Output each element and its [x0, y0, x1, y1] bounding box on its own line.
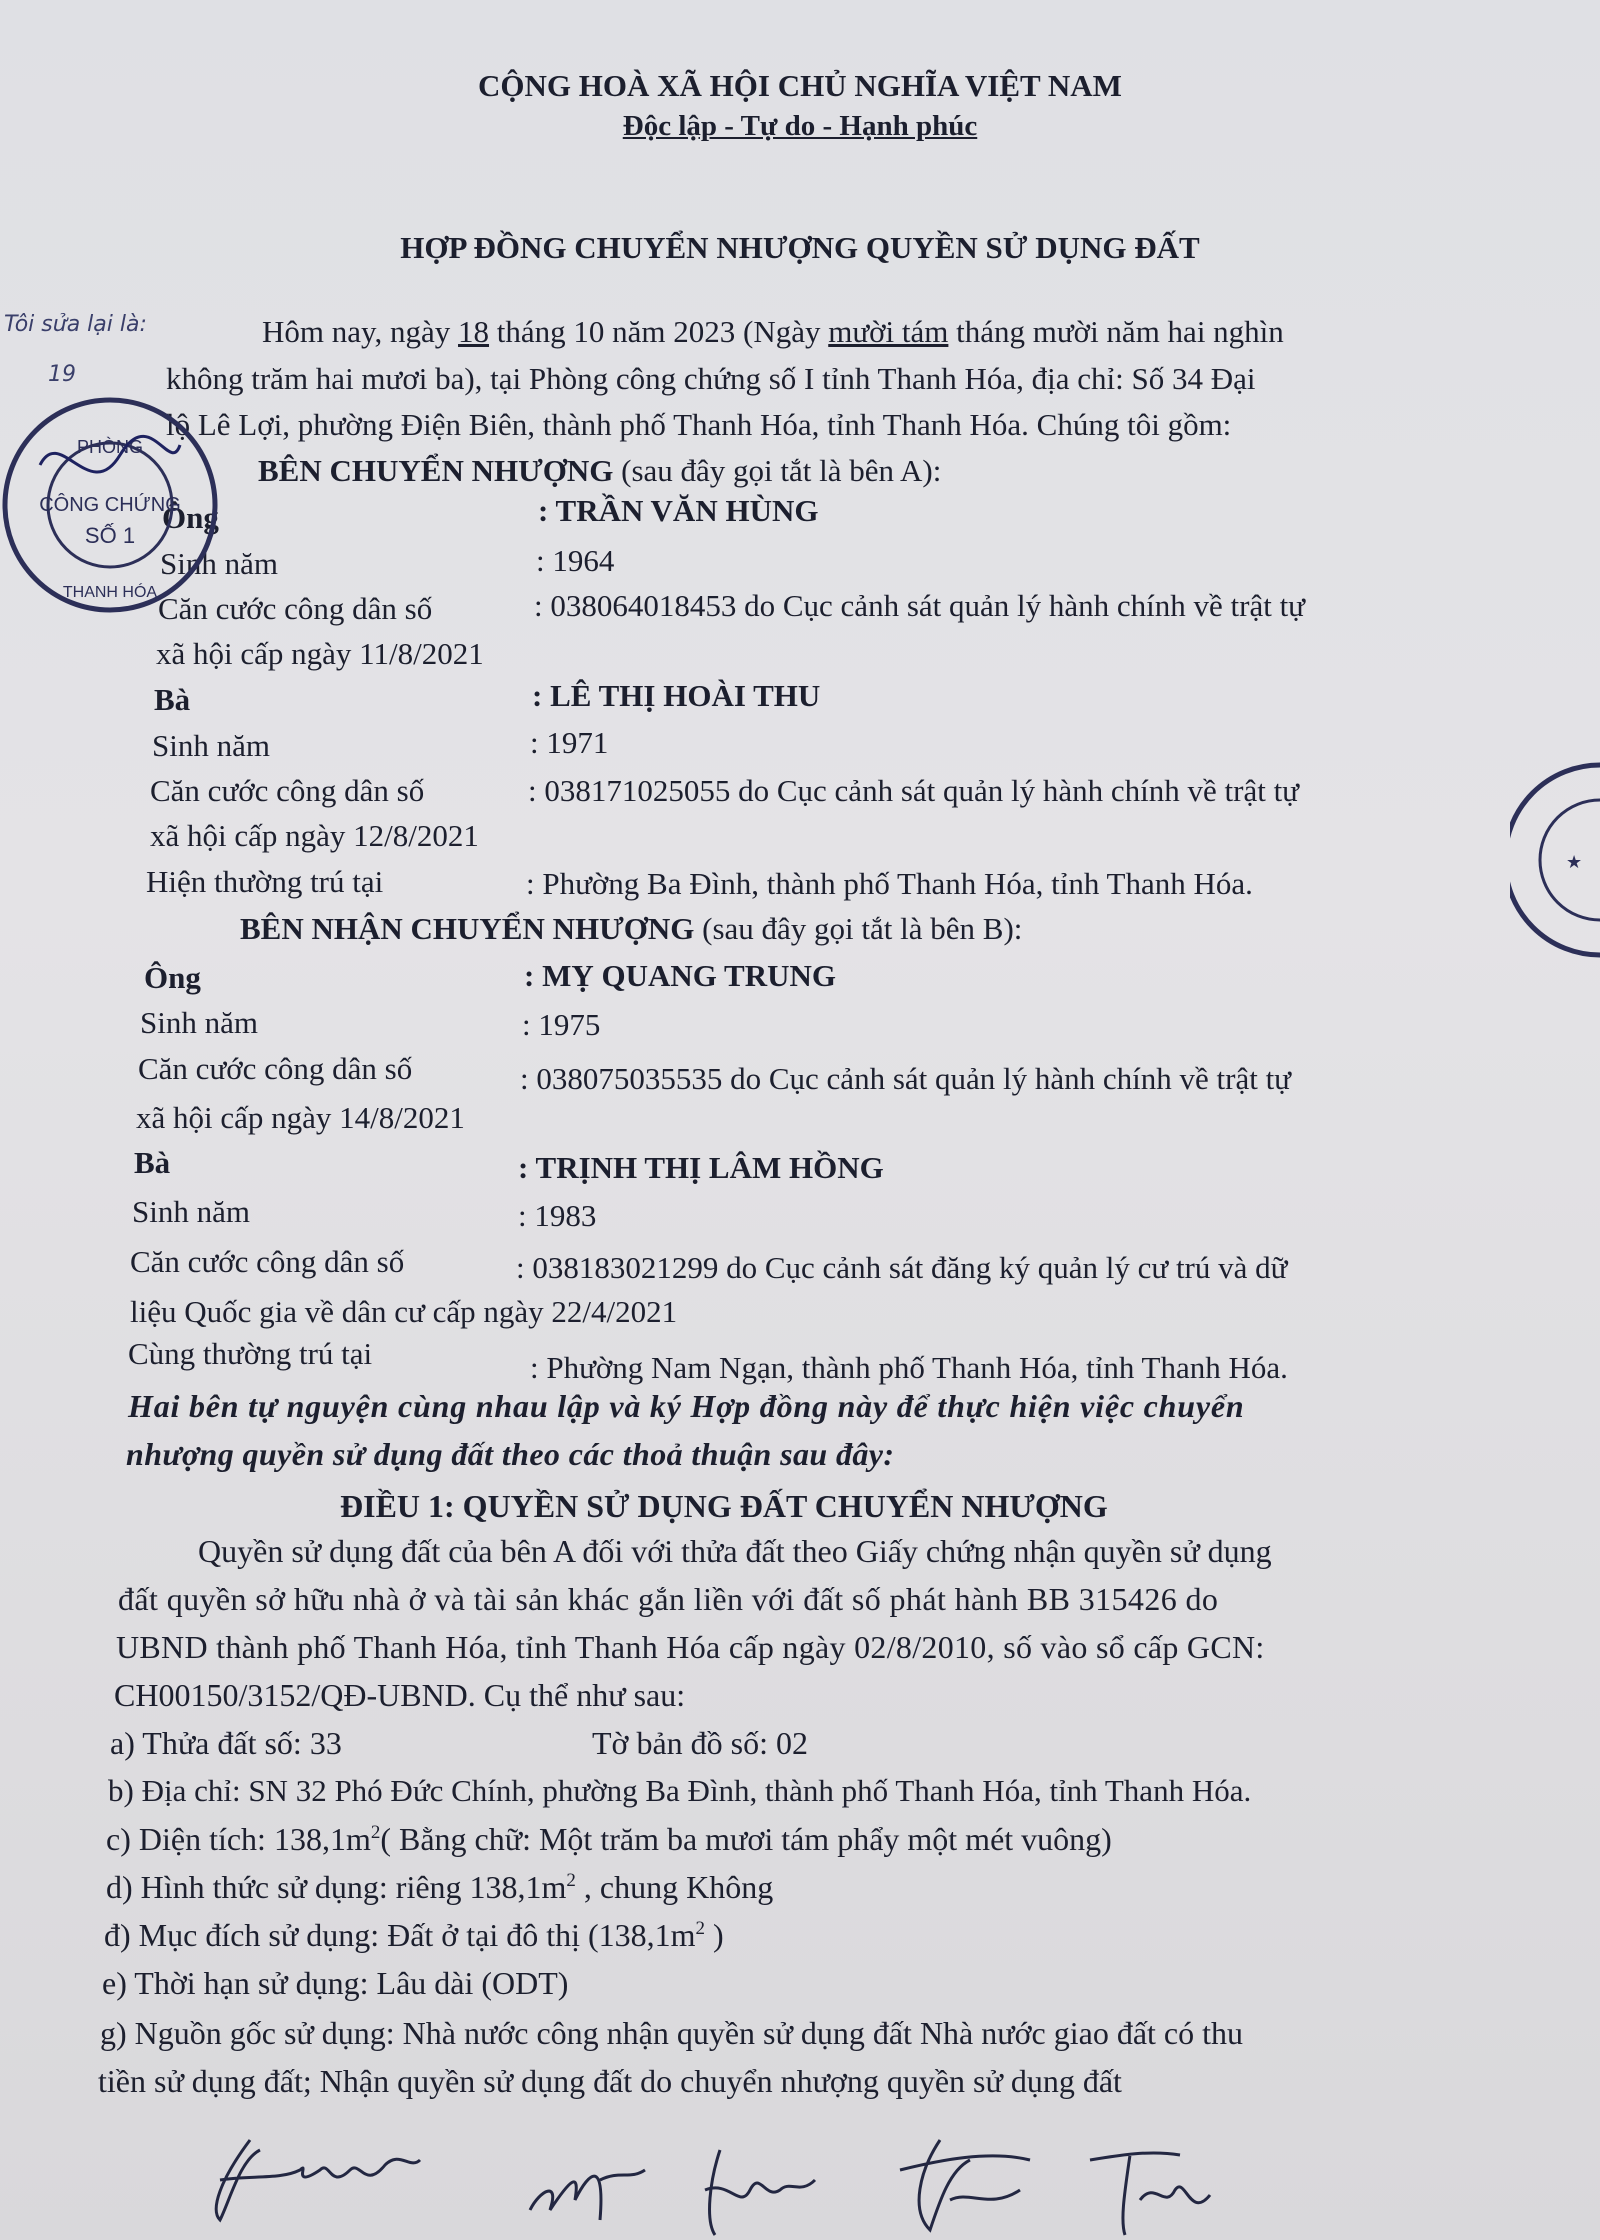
- margin-correction-note: Tôi sửa lại là:: [4, 312, 147, 337]
- party-a-p1-birth-label: Sinh năm: [160, 546, 278, 581]
- item-c-area: c) Diện tích: $138,1m^2$( Bằng chữ: Một trăm ba mươi tám phẩy một mét vuông): [106, 1821, 1112, 1857]
- party-b-p1-birth-label: Sinh năm: [140, 1005, 258, 1040]
- party-b-p1-id: : 038075035535 do Cục cảnh sát quản lý hành chính về trật tự: [520, 1061, 1291, 1096]
- item-b-address: b) Địa chỉ: SN 32 Phó Đức Chính, phường Ba Đình, thành phố Thanh Hóa, tỉnh Thanh Hóa.: [108, 1773, 1252, 1808]
- party-b-p2-birth-label: Sinh năm: [132, 1194, 250, 1229]
- party-a-p2-birth: : 1971: [530, 725, 609, 760]
- party-a-p2-res: : Phường Ba Đình, thành phố Thanh Hóa, tỉnh Thanh Hóa.: [526, 866, 1253, 901]
- agreement-line-1: Hai bên tự nguyện cùng nhau lập và ký Hợp đồng này để thực hiện việc chuyển: [128, 1388, 1245, 1424]
- party-a-p2-birth-label: Sinh năm: [152, 728, 270, 763]
- national-title: CỘNG HOÀ XÃ HỘI CHỦ NGHĨA VIỆT NAM: [478, 68, 1122, 103]
- signature-party-b-2: [880, 2130, 1040, 2240]
- party-a-p1-name: : TRẦN VĂN HÙNG: [538, 493, 819, 528]
- party-b-p2-res: : Phường Nam Ngạn, thành phố Thanh Hóa, tỉnh Thanh Hóa.: [530, 1350, 1288, 1385]
- document-title: HỢP ĐỒNG CHUYỂN NHƯỢNG QUYỀN SỬ DỤNG ĐẤT: [400, 230, 1200, 265]
- article-1-para-2: đất quyền sở hữu nhà ở và tài sản khác gắn liền với đất số phát hành BB 315426 do: [118, 1581, 1219, 1617]
- party-b-p1-title: Ông: [144, 960, 201, 995]
- stamp-bottom-text: THANH HÓA: [62, 584, 158, 601]
- party-a-p2-id-label: Căn cước công dân số: [150, 773, 425, 808]
- party-a-p2-res-label: Hiện thường trú tại: [146, 864, 384, 899]
- item-g-origin-2: tiền sử dụng đất; Nhận quyền sử dụng đất do chuyển nhượng quyền sử dụng đất: [98, 2063, 1122, 2099]
- party-b-p1-name: : MỴ QUANG TRUNG: [524, 958, 836, 993]
- article-1-para-1: Quyền sử dụng đất của bên A đối với thửa đất theo Giấy chứng nhận quyền sử dụng: [198, 1533, 1272, 1569]
- partial-seal-stamp: [1510, 760, 1600, 960]
- item-d-form: d) Hình thức sử dụng: riêng $138,1m^2$ , chung Không: [106, 1869, 774, 1905]
- party-a-p1-id-cont: xã hội cấp ngày 11/8/2021: [156, 636, 484, 671]
- party-b-p1-birth: : 1975: [522, 1007, 601, 1042]
- signature-party-b-1: [690, 2140, 830, 2240]
- article-1-heading: ĐIỀU 1: QUYỀN SỬ DỤNG ĐẤT CHUYỂN NHƯỢNG: [340, 1488, 1108, 1524]
- item-a-parcel: a) Thửa đất số: 33: [110, 1725, 342, 1761]
- national-motto: Độc lập - Tự do - Hạnh phúc: [622, 110, 978, 142]
- notary-seal-stamp: [0, 385, 230, 625]
- party-b-heading: BÊN NHẬN CHUYỂN NHƯỢNG (sau đây gọi tắt là bên B):: [240, 911, 1023, 946]
- party-b-p2-title: Bà: [134, 1145, 171, 1180]
- signature-party-a-1: [190, 2120, 430, 2230]
- party-a-p1-title: Ông: [162, 500, 219, 535]
- item-g-origin-1: g) Nguồn gốc sử dụng: Nhà nước công nhận quyền sử dụng đất Nhà nước giao đất có thu: [100, 2015, 1243, 2051]
- svg-text:★: ★: [1566, 852, 1583, 873]
- agreement-line-2: nhượng quyền sử dụng đất theo các thoả thuận sau đây:: [126, 1436, 895, 1472]
- stamp-middle-text: CÔNG CHỨNG: [39, 494, 181, 516]
- margin-correction-number: 19: [48, 362, 76, 387]
- party-b-p1-id-label: Căn cước công dân số: [138, 1051, 413, 1086]
- item-dd-purpose: đ) Mục đích sử dụng: Đất ở tại đô thị ($138,1m^2$ ): [104, 1917, 724, 1953]
- signature-party-b-3: [1080, 2140, 1220, 2240]
- party-a-p2-name: : LÊ THỊ HOÀI THU: [532, 678, 821, 713]
- signature-party-a-2: [520, 2140, 660, 2230]
- article-1-para-4: CH00150/3152/QĐ-UBND. Cụ thể như sau:: [114, 1677, 686, 1713]
- item-a-map-sheet: Tờ bản đồ số: 02: [592, 1725, 809, 1761]
- intro-line-3: lộ Lê Lợi, phường Điện Biên, thành phố Thanh Hóa, tỉnh Thanh Hóa. Chúng tôi gồm:: [166, 407, 1232, 442]
- party-a-p1-id: : 038064018453 do Cục cảnh sát quản lý hành chính về trật tự: [534, 588, 1305, 623]
- intro-line-1: Hôm nay, ngày 18 tháng 10 năm 2023 (Ngày mười tám tháng mười năm hai nghìn: [262, 314, 1284, 349]
- party-a-heading: BÊN CHUYỂN NHƯỢNG (sau đây gọi tắt là bên A):: [258, 453, 942, 488]
- party-a-p1-id-label: Căn cước công dân số: [158, 591, 433, 626]
- party-b-p2-id-cont: liệu Quốc gia về dân cư cấp ngày 22/4/2021: [130, 1294, 678, 1329]
- stamp-top-text: PHÒNG: [76, 437, 144, 457]
- party-a-p1-birth: : 1964: [536, 543, 615, 578]
- stamp-number: SỐ 1: [84, 523, 136, 548]
- intro-line-2: không trăm hai mươi ba), tại Phòng công chứng số I tỉnh Thanh Hóa, địa chỉ: Số 34 Đại: [166, 361, 1256, 396]
- party-b-p1-id-cont: xã hội cấp ngày 14/8/2021: [136, 1100, 465, 1135]
- item-e-term: e) Thời hạn sử dụng: Lâu dài (ODT): [102, 1965, 569, 2001]
- party-b-p2-birth: : 1983: [518, 1198, 597, 1233]
- party-b-p2-id-label: Căn cước công dân số: [130, 1244, 405, 1279]
- party-b-p2-name: : TRỊNH THỊ LÂM HỒNG: [518, 1150, 884, 1185]
- party-a-p2-title: Bà: [154, 682, 191, 717]
- party-b-p2-id: : 038183021299 do Cục cảnh sát đăng ký quản lý cư trú và dữ: [516, 1250, 1288, 1285]
- party-b-p2-res-label: Cùng thường trú tại: [128, 1336, 373, 1371]
- party-a-p2-id: : 038171025055 do Cục cảnh sát quản lý hành chính về trật tự: [528, 773, 1299, 808]
- article-1-para-3: UBND thành phố Thanh Hóa, tỉnh Thanh Hóa cấp ngày 02/8/2010, số vào sổ cấp GCN:: [116, 1629, 1265, 1665]
- party-a-p2-id-cont: xã hội cấp ngày 12/8/2021: [150, 818, 479, 853]
